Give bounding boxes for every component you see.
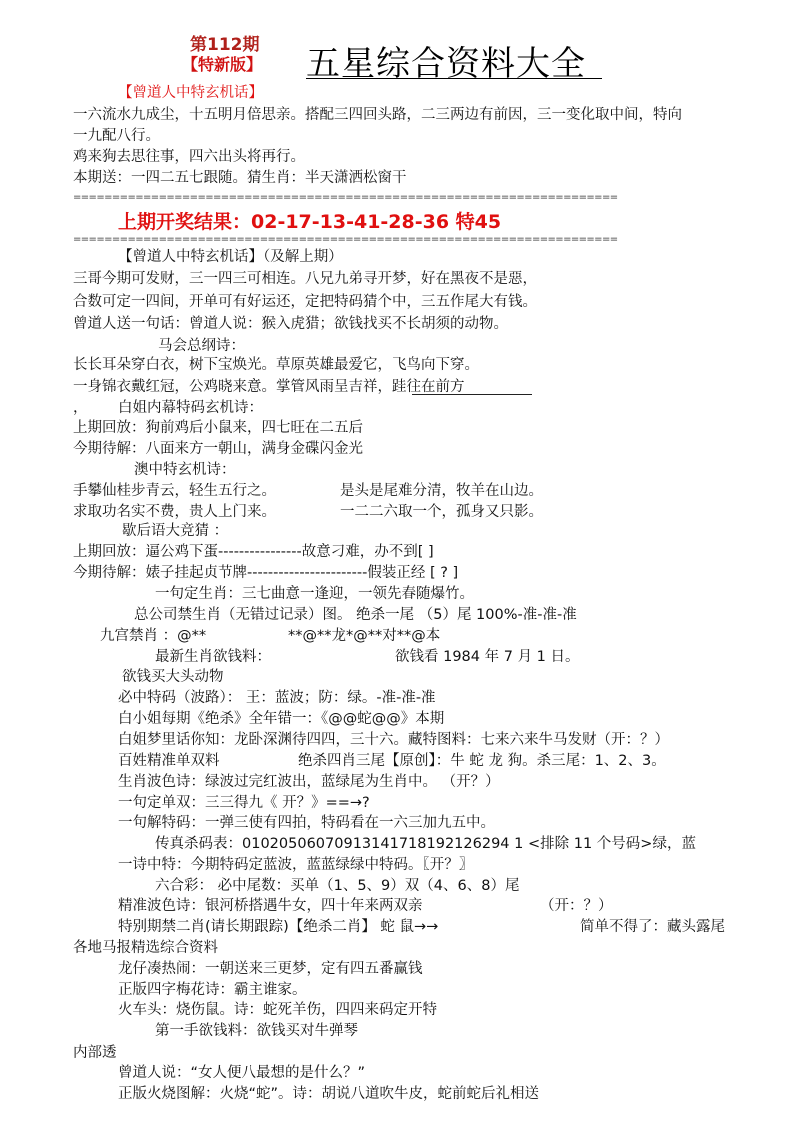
text-line: 必中特码（波路）： 王：蓝波；防：绿。-准-准-准 [118, 690, 436, 706]
text-line: **@**龙*@**对**@本 [288, 628, 441, 644]
text-line: 欲钱买大头动物 [122, 669, 224, 685]
text-line: 传真杀码表：01020506070913141718192126294 1 <排除 11 个号码>绿，蓝 [155, 836, 696, 852]
section2-heading [118, 248, 343, 266]
text-line: 正版四字梅花诗：霸主谁家。 [118, 982, 307, 998]
text-line: 精准波色诗：银河桥搭遇牛女，四十年来两双亲 [118, 898, 423, 914]
text-line: 最新生肖欲钱料： [155, 649, 271, 665]
page-title: 五星综合资料大全 [306, 44, 586, 84]
text-line: 三哥今期可发财，三一四三可相连。八兄九弟寻开梦，好在黑夜不是惡， [73, 271, 537, 287]
text-line: 一九配八行。 [73, 128, 160, 144]
text-line: 各地马报精选综合资料 [73, 940, 218, 956]
separator-line: ====================================================================== [73, 234, 618, 245]
text-line: 绝杀四肖三尾【原创】：牛 蛇 龙 狗。杀三尾：1、2、3。 [298, 753, 666, 769]
issue-number: 第112期 [190, 35, 260, 55]
text-line: 曾道人说：“女人便八最想的是什么？” [118, 1065, 366, 1081]
text-line: 欲钱看 1984 年 7 月 1 日。 [395, 649, 580, 665]
text-line: 本期送：一四二五七跟随。猜生肖：半天潇洒松窗干 [73, 170, 407, 186]
section2-heading-red: 【曾道人中特玄机话】 [118, 249, 263, 265]
text-line: 上期回放：逼公鸡下蛋----------------故意刁难，办不到[ ] [73, 544, 434, 560]
text-line: 一诗中特：今期特码定蓝波，蓝蓝绿绿中特码。〖开？〗 [118, 857, 474, 873]
text-line: 百姓精准单双料 [118, 753, 220, 769]
text-line: 特别期禁二肖(请长期跟踪)【绝杀二肖】 蛇 鼠→→ [118, 919, 439, 935]
text-line: 白姐内幕特码玄机诗： [118, 400, 263, 416]
section2-heading-suffix: （及解上期） [263, 249, 343, 265]
text-line: 长长耳朵穿白衣，树下宝焕光。草原英雄最爱它，飞鸟向下穿。 [73, 357, 479, 373]
text-line: 今期待解：八面来方一朝山，满身金碟闪金光 [73, 441, 363, 457]
text-line: 歇后语大竞猜 ： [122, 523, 229, 539]
text-line: 龙仔凑热闹：一朝送来三更梦，定有四五番赢钱 [118, 961, 423, 977]
text-mark: ， [73, 400, 88, 416]
text-line: 鸡来狗去思往事，四六出头将再行。 [73, 149, 305, 165]
text-line: 总公司禁生肖（无错过记录）图。 绝杀一尾 （5）尾 100%-准-准-准 [134, 607, 577, 623]
text-line: 内部透 [73, 1045, 117, 1061]
text-underline [412, 394, 532, 395]
text-line: 一二二六取一个，孤身又只影。 [340, 504, 543, 520]
text-line: 是头是尾难分清，牧羊在山边。 [340, 483, 543, 499]
text-line: 一身锦衣戴红冠，公鸡晓来意。掌管风雨呈吉祥，跬往在前方 [73, 379, 465, 395]
section1-heading: 【曾道人中特玄机话】 [118, 85, 263, 101]
text-line: 第一手欲钱料：欲钱买对牛弹琴 [155, 1023, 358, 1039]
text-line: 手攀仙桂步青云，轻生五行之。 [73, 483, 276, 499]
edition-label: 【特新版】 [182, 55, 263, 74]
text-line: 合数可定一四间，开单可有好运还，定把特码猜个中，三五作尾大有钱。 [73, 294, 537, 310]
text-line: 澳中特玄机诗： [134, 462, 236, 478]
text-line: （开：？） [540, 898, 613, 914]
separator-line: ====================================================================== [73, 192, 618, 203]
text-line: 正版火烧图解：火烧“蛇”。诗：胡说八道吹牛皮，蛇前蛇后礼相送 [118, 1086, 540, 1102]
text-line: 曾道人送一句话：曾道人说：猴入虎猎；欲钱找买不长胡须的动物。 [73, 316, 508, 332]
last-draw-result: 上期开奖结果：02-17-13-41-28-36 特45 [118, 211, 502, 233]
text-line: 马会总纲诗： [158, 338, 245, 354]
text-line: 白姐梦里话你知：龙卧深渊待四四，三十六。藏特图料：七来六来牛马发财（开：？） [118, 732, 669, 748]
text-line: 白小姐每期《绝杀》全年错一：《@@蛇@@》本期 [118, 711, 445, 727]
text-line: 火车头：烧伤鼠。诗：蛇死羊伤，四四来码定开特 [118, 1002, 437, 1018]
text-line: 简单不得了：藏头露尾 [580, 919, 725, 935]
text-line: 今期待解：婊子挂起贞节牌-----------------------假装正经 [ ? ] [73, 565, 459, 581]
text-line: 求取功名实不费，贵人上门来。 [73, 504, 276, 520]
text-line: 生肖波色诗：绿波过完红波出，蓝绿尾为生肖中。 （开？） [118, 774, 500, 790]
text-line: 六合彩： 必中尾数：买单（1、5、9）双（4、6、8）尾 [155, 878, 520, 894]
text-line: 一六流水九成尘，十五明月倍思亲。搭配三四回头路，二三两边有前因，三一变化取中间，特向 [73, 107, 682, 123]
text-line: 九宫禁肖 ：@** [100, 628, 207, 644]
text-line: 一句解特码：一弹三使有四拍，特码看在一六三加九五中。 [118, 815, 495, 831]
text-line: 上期回放：狗前鸡后小鼠来，四七旺在二五后 [73, 420, 363, 436]
title-underline [306, 78, 602, 79]
text-line: 一句定单双：三三得九《 开？》==→? [118, 795, 370, 811]
text-line: 一句定生肖：三七曲意一逢迎，一领先春随爆竹。 [155, 586, 474, 602]
